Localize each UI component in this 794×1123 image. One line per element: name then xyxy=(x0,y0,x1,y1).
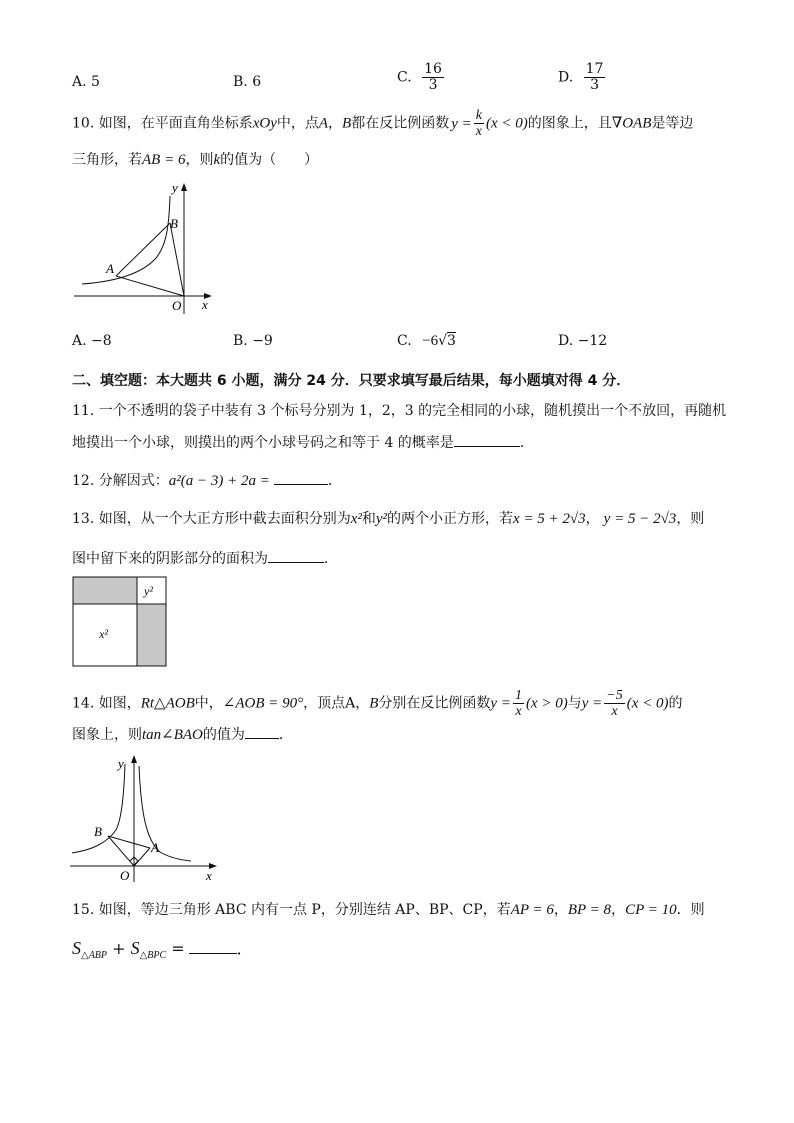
q13-label-y2: y² xyxy=(144,584,153,598)
q10-text: 都在反比例函数 xyxy=(351,115,450,132)
q14-line1 xyxy=(72,688,682,719)
q14-f2-num: −5 xyxy=(606,688,623,703)
q9-option-d-label: D. xyxy=(558,69,574,86)
q9-c-numerator: 16 xyxy=(424,61,442,77)
q14-label-o: O xyxy=(120,868,130,883)
q14-label-y: y xyxy=(118,756,124,771)
q13-end: ． xyxy=(324,551,338,567)
q14-f2-den: x xyxy=(611,704,618,719)
q14-text: 中， xyxy=(194,695,223,712)
q10-point-a: A xyxy=(318,115,329,132)
q12-line xyxy=(72,470,342,490)
q10-label-a: A xyxy=(106,261,114,276)
q14-label-x: x xyxy=(206,868,212,883)
q14-curve-negative xyxy=(72,764,125,853)
q15-s1-sub: △ABP xyxy=(81,950,108,962)
q14-y-arrow xyxy=(131,755,137,763)
section2-heading: 二、填空题：本大题共 6 小题，满分 24 分．只要求填写最后结果，每小题填对得 4 分． xyxy=(72,373,631,389)
q10-label-o: O xyxy=(172,298,182,313)
q14-text: 分别在反比例函数 xyxy=(378,695,491,712)
q13-text: ， xyxy=(585,511,600,527)
q12-answer-blank[interactable] xyxy=(274,470,328,485)
q9-option-c-fraction xyxy=(422,62,444,93)
q13-answer-blank[interactable] xyxy=(268,548,324,563)
q10-option-b: B. −9 xyxy=(233,333,273,349)
q14-segment-ab xyxy=(108,836,150,848)
q13-line2 xyxy=(72,548,338,568)
q13-text: 的两个小正方形，若 xyxy=(387,511,514,527)
q10-k: k xyxy=(213,152,221,168)
q14-text: 与 xyxy=(567,695,582,712)
q14-b: B xyxy=(369,695,379,712)
q14-f1-num: 1 xyxy=(514,688,522,703)
q13-figure xyxy=(72,576,168,668)
q14-figure xyxy=(66,752,226,888)
q10-option-c-label: C. xyxy=(397,333,412,349)
q10-label-b: B xyxy=(170,216,178,231)
q10-y-arrow xyxy=(181,183,187,191)
q14-f1-den: x xyxy=(515,704,522,719)
q14-text: 图象上，则 xyxy=(72,727,142,743)
q13-y2: y² xyxy=(375,511,388,527)
q11-line2 xyxy=(72,432,534,452)
q10-question-line2 xyxy=(72,151,318,169)
q11-line1: 11. 一个不透明的袋子中装有 3 个标号分别为 1，2，3 的完全相同的小球，随机摸出一个不放回，再随机 xyxy=(72,403,727,419)
q10-func-lhs: y = xyxy=(451,115,472,132)
q10-option-c-radical: √3 xyxy=(438,333,456,349)
q9-c-denominator: 3 xyxy=(428,77,438,93)
q13-x-value: x = 5 + 2√3 xyxy=(513,511,586,527)
q10-figure xyxy=(70,178,220,318)
q14-end: ． xyxy=(278,727,293,743)
q10-text: ，则 xyxy=(185,152,214,168)
q14-line2 xyxy=(72,724,293,744)
q14-text: 的 xyxy=(668,695,683,712)
q14-f2-lhs: y = xyxy=(581,695,603,712)
q14-segment-ob xyxy=(108,836,134,866)
q9-option-b: B. 6 xyxy=(233,74,262,90)
q10-point-b: B xyxy=(342,115,352,132)
q15-bp: BP = 8 xyxy=(567,902,612,918)
q9-d-numerator: 17 xyxy=(585,61,604,77)
q10-label-x: x xyxy=(202,297,208,312)
q13-label-x2: x² xyxy=(99,627,108,641)
q10-segment-bo xyxy=(170,223,184,296)
q15-s2-sub: △BPC xyxy=(139,950,167,962)
q15-s2: S xyxy=(130,938,140,958)
q13-line2-text: 图中留下来的阴影部分的面积为 xyxy=(72,551,268,567)
q10-option-c-radicand: 3 xyxy=(447,333,456,349)
q10-question-line1 xyxy=(72,108,693,139)
q10-text: 10. 如图，在平面直角坐标系 xyxy=(72,115,253,132)
q15-text: ， xyxy=(553,902,568,918)
q15-answer-blank[interactable] xyxy=(189,939,237,954)
q11-answer-blank[interactable] xyxy=(454,432,520,447)
q13-text: 13. 如图，从一个大正方形中截去面积分别为 xyxy=(72,511,351,527)
q14-f1-fraction xyxy=(513,688,524,719)
q11-end: ． xyxy=(519,435,534,451)
q15-eq: = xyxy=(166,939,185,958)
q14-f1-lhs: y = xyxy=(490,695,511,712)
q14-text: 的值为 xyxy=(202,727,245,743)
q15-text: ．则 xyxy=(676,902,705,918)
q10-func-den: x xyxy=(475,124,482,139)
q10-option-d: D. −12 xyxy=(558,333,608,349)
q10-func-cond: (x < 0) xyxy=(485,115,528,132)
q13-line1 xyxy=(72,510,704,528)
q14-answer-blank[interactable] xyxy=(245,724,279,739)
q15-line1 xyxy=(72,901,705,919)
q10-ab-eq: AB = 6 xyxy=(142,152,186,168)
q12-end: ． xyxy=(327,473,342,489)
q9-option-a: A. 5 xyxy=(72,74,100,90)
q10-label-y: y xyxy=(172,180,178,195)
q10-func-fraction xyxy=(474,108,484,139)
q15-end: ． xyxy=(236,939,253,958)
q15-s1: S xyxy=(72,938,81,958)
q12-expression: a²(a − 3) + 2a = xyxy=(168,473,270,489)
q15-ap: AP = 6 xyxy=(510,902,554,918)
q14-text: 14. 如图， xyxy=(72,695,141,712)
q14-angle: ∠AOB = 90° xyxy=(222,695,304,712)
q10-option-c-value: −6 xyxy=(422,333,439,349)
q14-f2-fraction xyxy=(604,688,624,719)
q14-label-a: A xyxy=(151,840,159,855)
q15-line2 xyxy=(72,937,253,967)
q14-label-b: B xyxy=(94,824,102,839)
q13-text: 和 xyxy=(361,511,376,527)
q15-cp: CP = 10 xyxy=(625,902,677,918)
q10-option-c xyxy=(397,333,456,350)
q13-y-value: y = 5 − 2√3 xyxy=(603,511,677,527)
q10-text: 的值为（ ） xyxy=(220,152,319,168)
q9-d-denominator: 3 xyxy=(590,77,600,93)
q10-text: 中，点 xyxy=(276,115,319,132)
q10-option-a: A. −8 xyxy=(72,333,112,349)
q11-line2-text: 地摸出一个小球，则摸出的两个小球号码之和等于 4 的概率是 xyxy=(72,435,454,451)
q10-coord: xOy xyxy=(252,115,277,132)
q10-curve xyxy=(82,196,170,284)
q15-text: ， xyxy=(611,902,626,918)
q10-text: 是等边 xyxy=(651,115,694,132)
q15-plus: + xyxy=(107,939,131,958)
q10-text: 三角形，若 xyxy=(72,152,142,168)
q10-triangle: ∇OAB xyxy=(611,115,652,132)
q13-text: ，则 xyxy=(676,511,705,527)
q10-text: ， xyxy=(328,115,343,132)
q14-text: ，顶点A， xyxy=(303,695,370,712)
q9-option-d-fraction xyxy=(584,62,606,93)
q15-text: 15. 如图，等边三角形 ABC 内有一点 P，分别连结 AP、BP、CP，若 xyxy=(72,902,511,918)
q10-text: 的图象上，且 xyxy=(527,115,612,132)
q9-option-c xyxy=(397,62,444,93)
q10-func-num: k xyxy=(475,108,482,123)
q14-tan: tan∠BAO xyxy=(142,727,203,743)
q14-f2-cond: (x < 0) xyxy=(626,695,669,712)
q13-x2: x² xyxy=(350,511,362,527)
q9-option-d xyxy=(558,62,605,93)
q12-label: 12. 分解因式： xyxy=(72,473,169,489)
q9-option-c-label: C. xyxy=(397,69,412,86)
q10-segment-ao xyxy=(116,276,184,296)
q14-triangle: Rt△AOB xyxy=(140,695,195,712)
q14-f1-cond: (x > 0) xyxy=(525,695,568,712)
